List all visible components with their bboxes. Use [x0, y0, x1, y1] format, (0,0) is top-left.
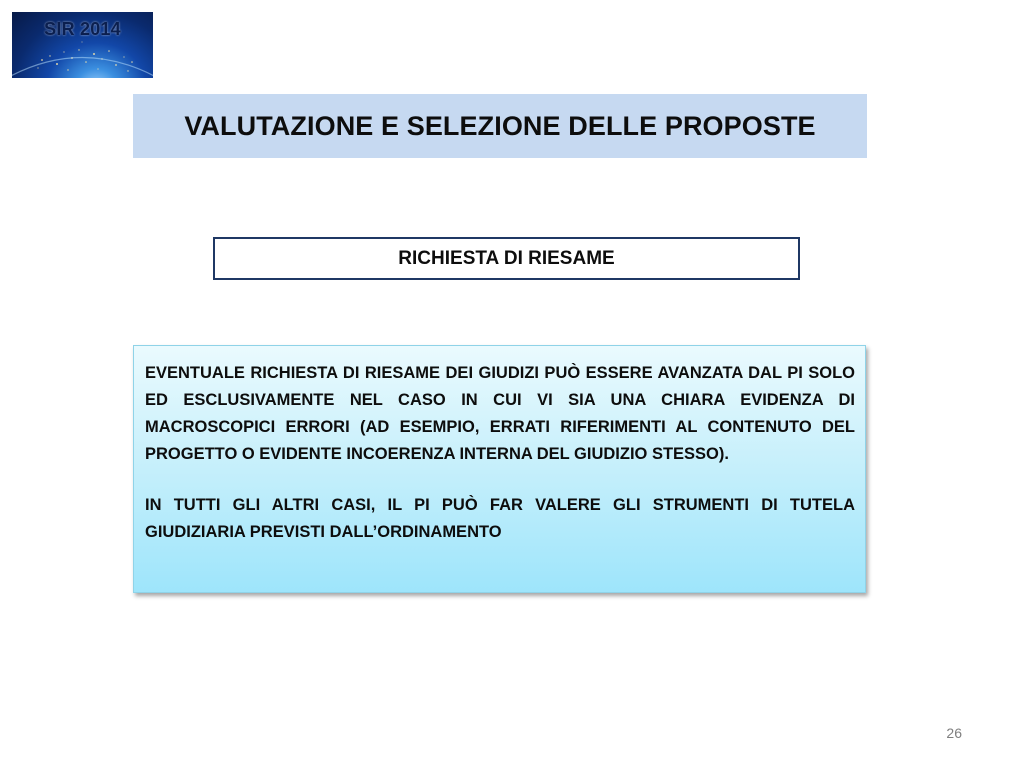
page-number: 26 [946, 725, 962, 741]
paragraph-other-cases: IN TUTTI GLI ALTRI CASI, IL PI PUÒ FAR VALERE GLI STRUMENTI DI TUTELA GIUDIZIARIA PREVISTI DALL’ORDINAMENTO [145, 496, 855, 541]
content-text-box [133, 345, 866, 593]
paragraph-review-request: EVENTUALE RICHIESTA DI RIESAME DEI GIUDIZI PUÒ ESSERE AVANZATA DAL PI SOLO ED ESCLUSIVAMENTE NEL CASO IN CUI VI SIA UNA CHIARA EVIDENZA DI MACROSCOPICI ERRORI (AD ESEMPIO, ERRATI RIFERIMENTI AL CONTENUTO DEL PROGETTO O EVIDENTE INCOERENZA INTERNA DEL GIUDIZIO STESSO). [145, 364, 855, 463]
slide-title: VALUTAZIONE E SELEZIONE DELLE PROPOSTE [184, 110, 816, 141]
section-heading-box [213, 237, 800, 280]
logo-text: SIR 2014 [44, 19, 121, 39]
sir-2014-logo [12, 12, 153, 78]
section-heading: RICHIESTA DI RIESAME [398, 247, 615, 269]
slide-title-banner [133, 94, 867, 158]
